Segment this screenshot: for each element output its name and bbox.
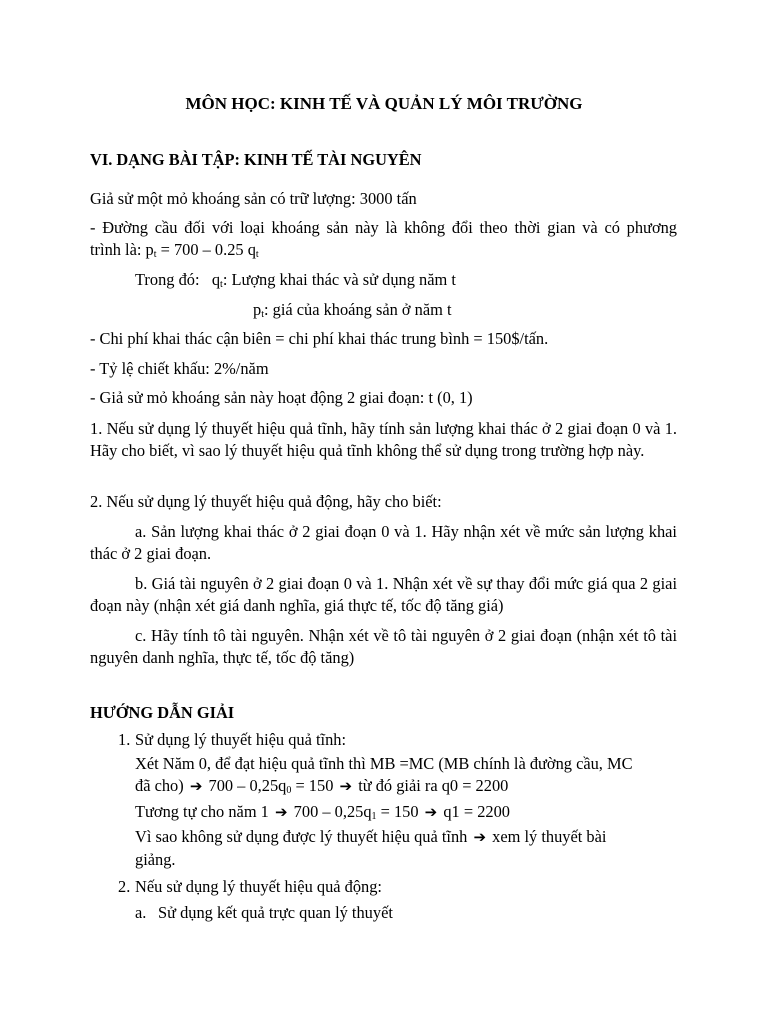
q-definition: : Lượng khai thác và sử dụng năm t — [222, 270, 456, 289]
year1-subscript: 1 — [371, 811, 377, 822]
demand-subscript-p: t — [153, 249, 157, 260]
guide-why-line1 — [135, 827, 606, 847]
p-subscript: t — [261, 309, 264, 320]
question-2a: a. Sản lượng khai thác ở 2 giai đoạn 0 và 1. Hãy nhận xét về mức sản lượng khai thác ở 2 giai đoạn. — [90, 522, 677, 563]
page-title: MÔN HỌC: KINH TẾ VÀ QUẢN LÝ MÔI TRƯỜNG — [185, 94, 583, 113]
year1-equation: 700 – 0,25q — [293, 802, 372, 821]
where-p-definition — [253, 300, 452, 325]
year0-equation-value: = 150 — [291, 776, 334, 795]
where-label: Trong đó: — [135, 270, 200, 289]
demand-subscript-q: t — [255, 249, 259, 260]
intro-marginal-cost: - Chi phí khai thác cận biên = chi phí khai thác trung bình = 150$/tấn. — [90, 329, 549, 348]
q-subscript: t — [220, 279, 223, 290]
q-variable: q — [211, 270, 221, 289]
intro-demand-line1: - Đường cầu đối với loại khoáng sản này là không đổi theo thời gian và có phương — [90, 218, 677, 237]
guide-why-line2: giảng. — [135, 850, 176, 869]
section-heading: VI. DẠNG BÀI TẬP: KINH TẾ TÀI NGUYÊN — [90, 150, 422, 169]
guide-item2a-label: a. — [135, 903, 147, 922]
question-1: 1. Nếu sử dụng lý thuyết hiệu quả tĩnh, hãy tính sản lượng khai thác ở 2 giai đoạn 0 và 1. Hãy cho biết, vì sao lý thuyết hiệu quả tĩnh không thể sử dụng trong trường hợp này. — [90, 419, 677, 460]
intro-demand-equation — [90, 240, 259, 265]
question-2b: b. Giá tài nguyên ở 2 giai đoạn 0 và 1. Nhận xét về sự thay đổi mức giá qua 2 giai đoạn này (nhận xét giá danh nghĩa, giá thực tế, tốc độ tăng giá) — [90, 574, 677, 615]
year0-subscript: 0 — [286, 785, 292, 796]
arrow-right-icon: ➔ — [189, 777, 203, 795]
intro-stages: - Giả sử mỏ khoáng sản này hoạt động 2 giai đoạn: t (0, 1) — [90, 388, 473, 407]
p-definition: : giá của khoáng sản ở năm t — [263, 300, 452, 319]
year1-result: q1 = 2200 — [443, 802, 510, 821]
intro-discount-rate: - Tỷ lệ chiết khấu: 2%/năm — [90, 359, 269, 378]
why-reference: xem lý thuyết bài — [492, 827, 607, 846]
guide-year0-line2 — [135, 776, 508, 801]
p-variable: p — [253, 300, 262, 319]
guide-item2a: Sử dụng kết quả trực quan lý thuyết — [158, 903, 393, 922]
guide-item2-number: 2. — [118, 877, 131, 896]
arrow-right-icon: ➔ — [424, 803, 438, 821]
guide-year0-line1: Xét Năm 0, để đạt hiệu quả tĩnh thì MB =MC (MB chính là đường cầu, MC — [135, 754, 633, 773]
demand-equation: = 700 – 0.25 q — [156, 240, 256, 259]
year1-text: Tương tự cho năm 1 — [135, 802, 269, 821]
arrow-right-icon: ➔ — [339, 777, 353, 795]
year0-result: từ đó giải ra q0 = 2200 — [358, 776, 509, 795]
arrow-right-icon: ➔ — [274, 803, 288, 821]
guide-year1 — [135, 802, 510, 827]
where-q-definition — [135, 270, 456, 295]
year0-equation: 700 – 0,25q — [208, 776, 287, 795]
guide-heading: HƯỚNG DẪN GIẢI — [90, 703, 235, 722]
guide-item1-number: 1. — [118, 730, 131, 749]
guide-item1: Sử dụng lý thuyết hiệu quả tĩnh: — [135, 730, 347, 749]
intro-reserve: Giả sử một mỏ khoáng sản có trữ lượng: 3000 tấn — [90, 189, 417, 208]
guide-item2: Nếu sử dụng lý thuyết hiệu quả động: — [135, 877, 382, 896]
why-text: Vì sao không sử dụng được lý thuyết hiệu quả tĩnh — [135, 827, 468, 846]
question-2: 2. Nếu sử dụng lý thuyết hiệu quả động, hãy cho biết: — [90, 492, 442, 511]
demand-prefix: trình là: p — [90, 240, 154, 259]
year0-text-a: đã cho) — [135, 776, 184, 795]
year1-equation-value: = 150 — [376, 802, 419, 821]
arrow-right-icon: ➔ — [473, 828, 487, 846]
question-2c: c. Hãy tính tô tài nguyên. Nhận xét về tô tài nguyên ở 2 giai đoạn (nhận xét tô tài nguyên danh nghĩa, thực tế, tốc độ tăng) — [90, 626, 677, 667]
